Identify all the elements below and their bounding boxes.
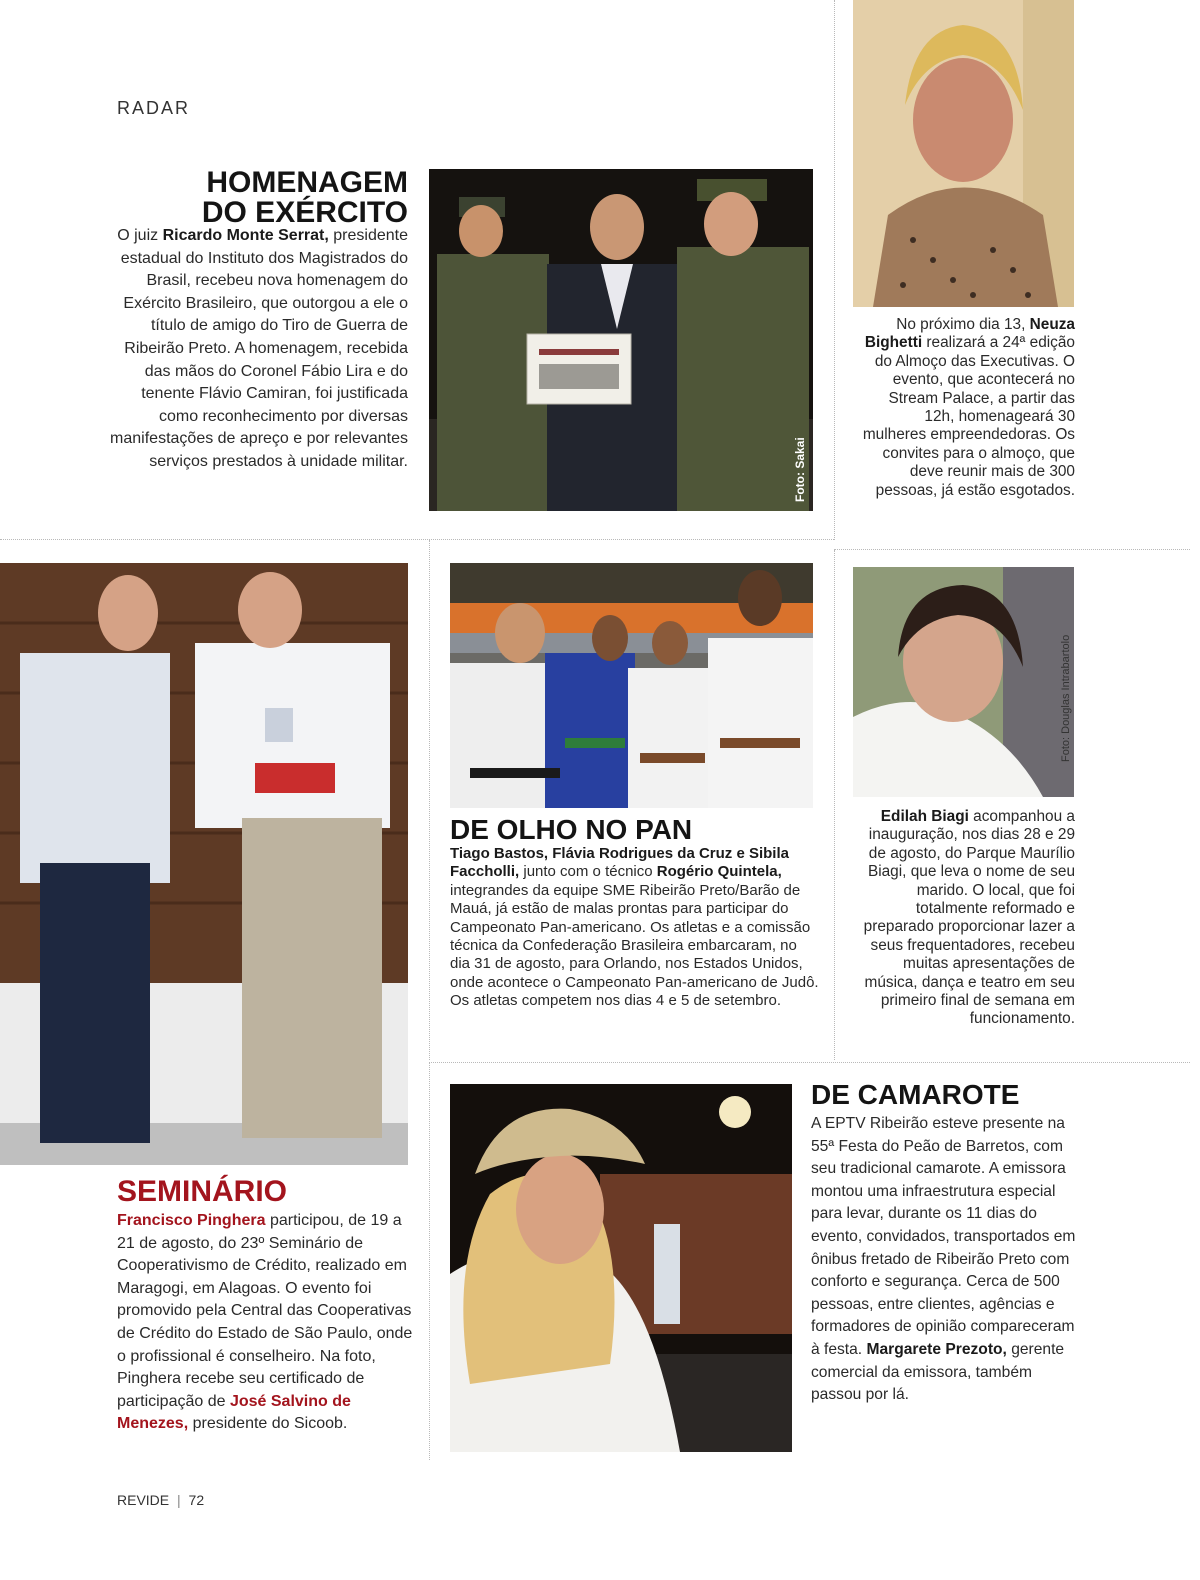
row-divider bbox=[834, 549, 1190, 550]
title-line: HOMENAGEM bbox=[206, 166, 408, 199]
person-name: Margarete Prezoto, bbox=[866, 1340, 1007, 1358]
photo-credit: Foto: Douglas Intrabartolo bbox=[1060, 634, 1072, 762]
body-text: A EPTV Ribeirão esteve presente na 55ª Festa do Peão de Barretos, com seu tradicional camarote. A emissora montou uma infraestrutura especial para levar, durante os 11 dias do evento, convidados, transportados em ônibus fretado de Ribeirão Preto com conforto e segurança. Cerca de 500 pessoas, entre clientes, agências e formadores de opinião compareceram à festa. bbox=[811, 1115, 1076, 1358]
person-name: Tiago Bastos, Flávia Rodrigues da Cruz e Sibila Faccholli, bbox=[450, 845, 789, 881]
article-body-pan bbox=[450, 845, 820, 1011]
column-divider bbox=[834, 550, 835, 1060]
photo-judo-team bbox=[450, 563, 813, 808]
photo-army-ceremony bbox=[429, 169, 813, 511]
photo-seminario bbox=[0, 563, 408, 1165]
article-title-pan: DE OLHO NO PAN bbox=[450, 814, 693, 845]
article-body-homenagem bbox=[105, 225, 408, 474]
article-body-edilah bbox=[853, 808, 1075, 1029]
title-line: DO EXÉRCITO bbox=[201, 196, 408, 229]
page-number: 72 bbox=[188, 1492, 205, 1508]
magazine-name: REVIDE bbox=[117, 1492, 170, 1508]
body-text: integrandes da equipe SME Ribeirão Preto/Barão de Mauá, já estão de malas prontas para participar do Campeonato Pan-americano. Os atletas e a comissão técnica da Confederação Brasileira embarcaram, no dia 31 de agosto, para Orlando, nos Estados Unidos, onde acontece o Campeonato Pan-americano de Judô. Os atletas competem nos dias 4 e 5 de setembro. bbox=[450, 881, 819, 1010]
column-divider bbox=[834, 0, 835, 540]
article-body-seminario bbox=[117, 1210, 413, 1436]
section-label: RADAR bbox=[117, 98, 191, 118]
article-body-camarote bbox=[811, 1113, 1081, 1407]
photo-edilah-biagi bbox=[853, 567, 1074, 797]
body-text: presidente estadual do Instituto dos Magistrados do Brasil, recebeu nova homenagem do Exército Brasileiro, que outorgou a ele o título de amigo do Tiro de Guerra de Ribeirão Preto. A homenagem, recebida das mãos do Coronel Fábio Lira e do tenente Flávio Camiran, foi justificada como reconhecimento por diversas manifestações de apreço e por relevantes serviços prestados à unidade militar. bbox=[110, 227, 408, 470]
column-divider bbox=[429, 1062, 430, 1460]
person-name: Neuza Bighetti bbox=[864, 316, 1075, 352]
photo-credit: Foto: Sakai bbox=[793, 437, 807, 502]
body-text: junto com o técnico bbox=[519, 863, 657, 881]
article-body-neuza bbox=[858, 316, 1075, 500]
body-text: realizará a 24ª edição do Almoço das Executivas. O evento, que acontecerá no Stream Palace, a partir das 12h, homenageará 30 mulheres empreendedoras. Os convites para o almoço, que deve reunir mais de 300 pessoas, já estão esgotados. bbox=[862, 334, 1075, 499]
body-text: gerente comercial da emissora, também passou por lá. bbox=[811, 1340, 1065, 1404]
body-text: participou, de 19 a 21 de agosto, do 23º Seminário de Cooperativismo de Crédito, realizado em Maragogi, em Alagoas. O evento foi promovido pela Central das Cooperativas de Crédito do Estado de São Paulo, onde o profissional é conselheiro. Na foto, Pinghera recebe seu certificado de participação de bbox=[117, 1212, 413, 1410]
person-name: Ricardo Monte Serrat, bbox=[162, 227, 329, 244]
article-title-seminario: SEMINÁRIO bbox=[117, 1175, 288, 1208]
column-divider bbox=[429, 540, 430, 1060]
article-title-homenagem bbox=[150, 168, 408, 228]
body-text: presidente do Sicoob. bbox=[188, 1415, 348, 1433]
page-footer bbox=[117, 1492, 204, 1508]
body-text: No próximo dia 13, bbox=[896, 316, 1030, 333]
person-name: Edilah Biagi bbox=[880, 808, 969, 825]
person-name: Francisco Pinghera bbox=[117, 1212, 266, 1229]
photo-camarote bbox=[450, 1084, 792, 1452]
photo-neuza-bighetti bbox=[853, 0, 1074, 307]
person-name: José Salvino de Menezes, bbox=[117, 1392, 351, 1433]
body-text: O juiz bbox=[117, 227, 163, 244]
article-title-camarote: DE CAMAROTE bbox=[811, 1079, 1020, 1110]
footer-separator: | bbox=[177, 1492, 181, 1508]
person-name: Rogério Quintela, bbox=[656, 863, 782, 881]
row-divider bbox=[429, 1062, 1190, 1063]
row-divider bbox=[0, 539, 834, 540]
body-text: acompanhou a inauguração, nos dias 28 e 29 de agosto, do Parque Maurílio Biagi, que leva o nome de seu marido. O local, que foi totalmente reformado e preparado proporcionar lazer a seus frequentadores, recebeu muitas apresentações de música, dança e teatro em seu primeiro final de semana em funcionamento. bbox=[863, 808, 1075, 1028]
